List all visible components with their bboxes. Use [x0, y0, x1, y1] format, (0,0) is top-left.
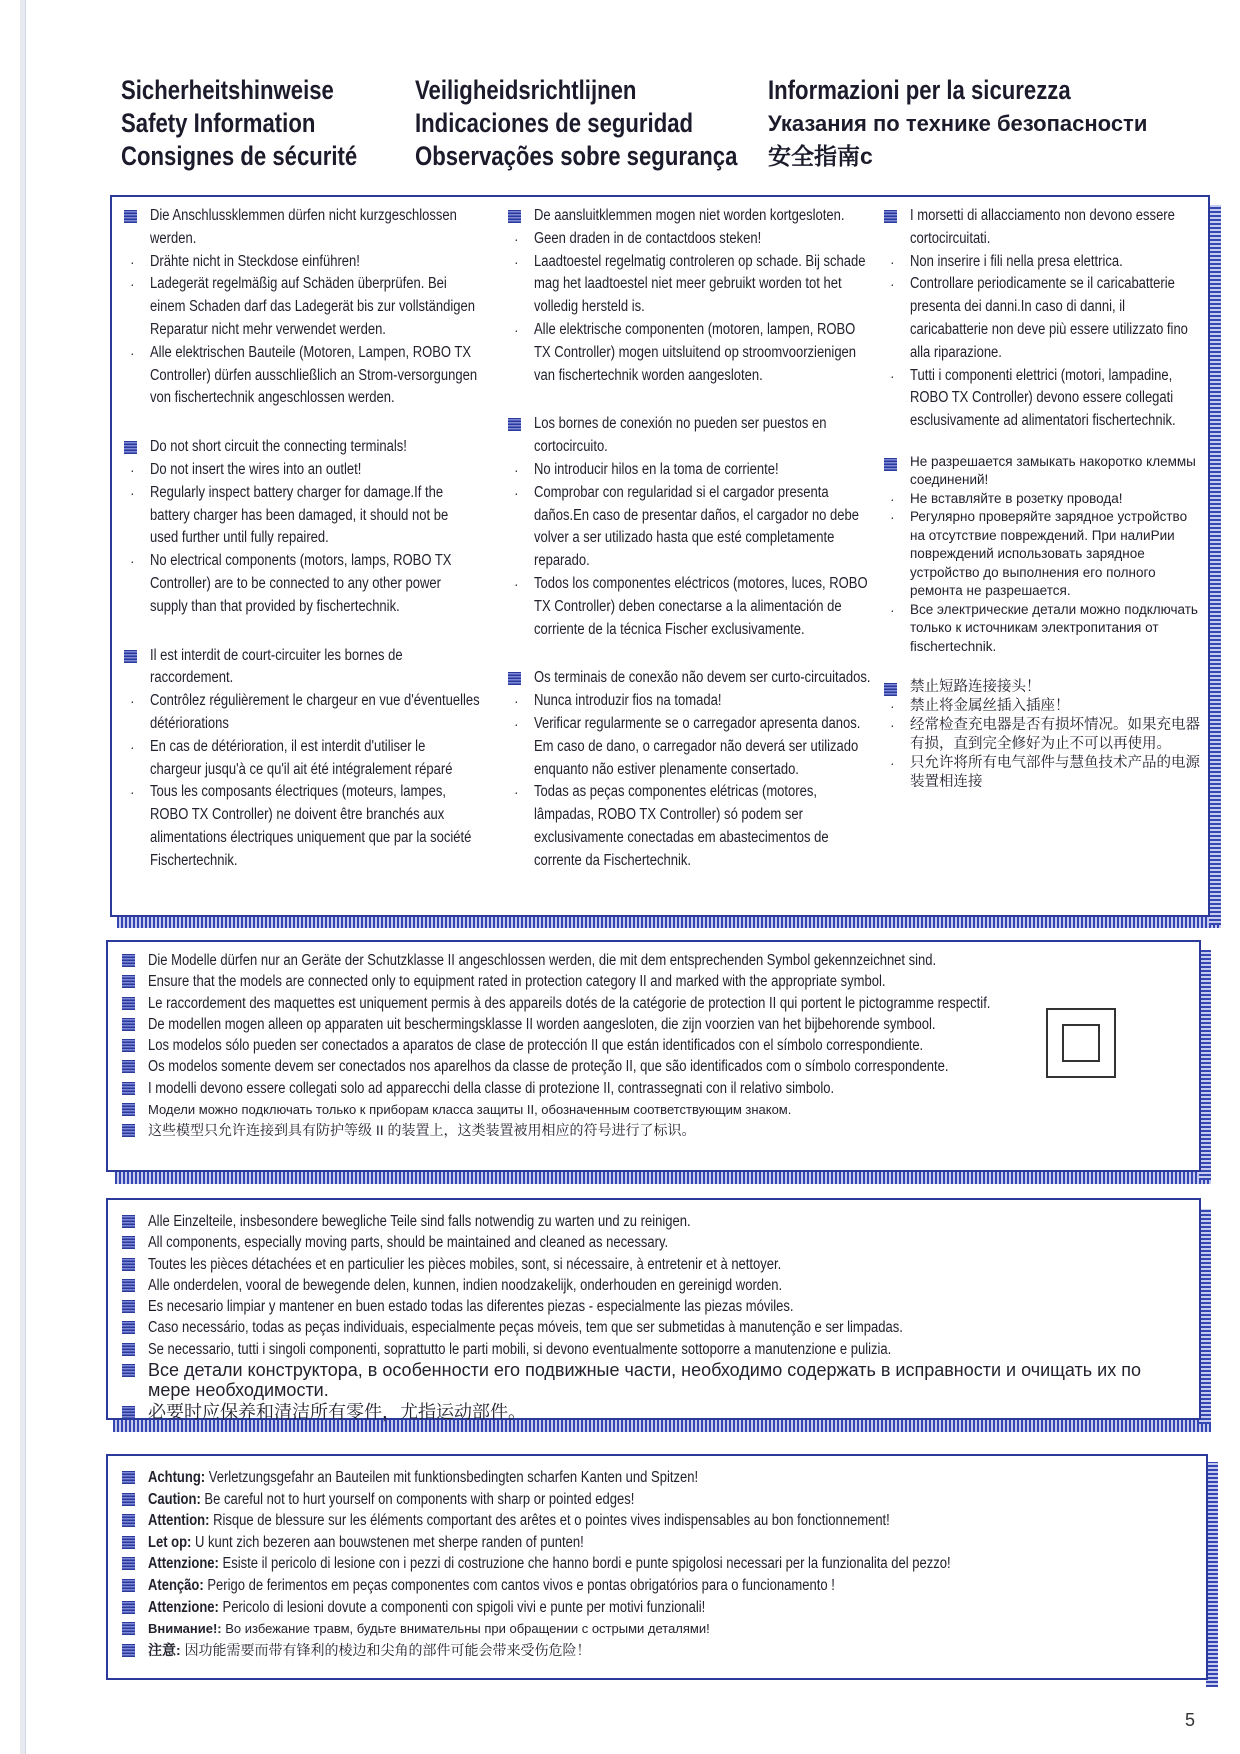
bullet-square-icon: [122, 997, 135, 1010]
bullet-square-icon: [122, 1060, 135, 1073]
bullet-dot-icon: ·: [890, 490, 895, 507]
bullet-square-icon: [122, 1493, 135, 1506]
maintenance-item: [108, 1296, 1188, 1317]
maintenance-text: Caso necessário, todas as peças individuais, especialmente peças móveis, tem que ser submetidas à manutenção e ser limpadas.: [148, 1319, 903, 1337]
protection-class-item: [108, 971, 1108, 992]
protection-class-text: Die Modelle dürfen nur an Geräte der Schutzklasse II angeschlossen werden, die mit dem entsprechenden Symbol gekennzeichnet sind.: [148, 952, 937, 969]
sharp-edges-item: [108, 1597, 1198, 1619]
safety-item-text: I morsetti di allacciamento non devono essere cortocircuitati.: [910, 207, 1175, 247]
bullet-dot-icon: ·: [890, 276, 895, 293]
bullet-square-icon: [508, 672, 521, 685]
safety-item: [120, 342, 480, 410]
safety-item-text: Все электрические детали можно подключать только к источникам электропитания от fischertechnik.: [910, 601, 1198, 654]
safety-item-text: 禁止将金属丝插入插座！: [910, 698, 1070, 715]
safety-section-col1-1: [120, 205, 480, 410]
safety-item: [880, 273, 1202, 364]
bullet-dot-icon: ·: [514, 693, 519, 710]
safety-box-electrical: [110, 195, 1210, 917]
safety-item: [504, 319, 874, 387]
protection-class-text: Ensure that the models are connected only to equipment rated in protection category II and marked with the appropriate symbol.: [148, 973, 886, 991]
sharp-edges-item: [108, 1553, 1198, 1575]
safety-item-text: Laadtoestel regelmatig controleren op schade. Bij schade mag het laadtoestel niet meer gebruikt worden tot het volledig hersteld is.: [534, 252, 866, 316]
bullet-square-icon: [122, 975, 135, 988]
bullet-dot-icon: ·: [514, 484, 519, 501]
safety-box-protection-class: [106, 940, 1201, 1172]
safety-section-col3-1: [880, 205, 1202, 433]
bullet-square-icon: [122, 1215, 135, 1228]
safety-item: [880, 678, 1202, 697]
bullet-square-icon: [122, 1300, 135, 1313]
safety-item: [120, 645, 480, 691]
warning-text: 因功能需要而带有锋利的棱边和尖角的部件可能会带来受伤危险！: [184, 1641, 591, 1658]
safety-item-text: Alle elektrischen Bauteile (Motoren, Lampen, ROBO TX Controller) dürfen ausschließlich an Strom-versorgungen von fischertechnik angeschlossen werden.: [150, 343, 478, 407]
bullet-square-icon: [122, 1321, 135, 1334]
bullet-square-icon: [122, 1279, 135, 1292]
bullet-square-icon: [122, 1124, 135, 1137]
safety-item-text: Contrôlez régulièrement le chargeur en vue d'éventuelles détériorations: [150, 692, 480, 732]
bullet-dot-icon: ·: [514, 253, 519, 270]
warning-label: Let op:: [148, 1533, 192, 1551]
safety-item-text: Geen draden in de contactdoos steken!: [534, 229, 762, 247]
maintenance-item: [108, 1254, 1188, 1275]
maintenance-item: [108, 1232, 1188, 1253]
warning-text: Во избежание травм, будьте внимательны при обращении с острыми деталями!: [225, 1621, 710, 1637]
maintenance-list: [108, 1211, 1188, 1422]
safety-item-text: Die Anschlussklemmen dürfen nicht kurzgeschlossen werden.: [150, 207, 457, 247]
bullet-square-icon: [884, 210, 897, 223]
protection-class-text: 这些模型只允许连接到具有防护等级 II 的装置上，这类装置被用相应的符号进行了标识。: [148, 1122, 696, 1139]
box-1-column-3: [880, 205, 1202, 792]
bullet-dot-icon: ·: [130, 693, 135, 710]
safety-item: [120, 690, 480, 736]
safety-item: [504, 251, 874, 319]
safety-item: [880, 697, 1202, 716]
protection-class-list: [108, 950, 1108, 1142]
safety-item: [120, 205, 480, 251]
safety-item-text: Nunca introduzir fios na tomada!: [534, 692, 722, 710]
protection-class-text: Os modelos somente devem ser conectados nos aparelhos da classe de proteção II, que são identificados com o símbolo correspondente.: [148, 1058, 949, 1076]
bullet-dot-icon: ·: [130, 738, 135, 755]
protection-class-text: Le raccordement des maquettes est uniquement permis à des appareils dotés de la catégorie de protection II qui portent le pictogramme respectif.: [148, 994, 991, 1012]
heading-fr: Consignes de sécurité: [121, 141, 358, 171]
safety-item: [880, 754, 1202, 792]
warning-label: Caution:: [148, 1490, 201, 1508]
heading-col-3: [768, 74, 1147, 173]
protection-class-text: Los modelos sólo pueden ser conectados a aparatos de clase de protección II que están identificados con el símbolo correspondiente.: [148, 1037, 924, 1055]
sharp-edges-line: [148, 1467, 698, 1489]
heading-en: Safety Information: [121, 108, 316, 138]
bullet-square-icon: [122, 1471, 135, 1484]
sharp-edges-line: [148, 1575, 835, 1597]
warning-label: Attenzione:: [148, 1555, 219, 1573]
safety-section-col1-2: [120, 436, 480, 618]
warning-text: U kunt zich bezeren aan bouwstenen met sherpe randen of punten!: [195, 1533, 584, 1551]
warning-label: Achtung:: [148, 1469, 206, 1486]
heading-zh: 安全指南c: [768, 143, 873, 169]
heading-pt: Observações sobre segurança: [415, 141, 738, 171]
safety-item: [504, 667, 874, 690]
bullet-dot-icon: ·: [130, 344, 135, 361]
bullet-square-icon: [122, 1236, 135, 1249]
maintenance-text: Alle onderdelen, vooral de bewegende delen, kunnen, indien noodzakelijk, onderhouden en gereinigd worden.: [148, 1276, 783, 1294]
bullet-dot-icon: ·: [890, 367, 895, 384]
safety-item: [504, 781, 874, 872]
bullet-square-icon: [122, 1536, 135, 1549]
protection-class-ii-inner-square: [1062, 1024, 1100, 1062]
safety-item-text: Не разрешается замыкать накоротко клеммы соединений!: [910, 453, 1196, 488]
safety-item-text: Drähte nicht in Steckdose einführen!: [150, 252, 360, 270]
protection-class-item: [108, 993, 1108, 1014]
bullet-dot-icon: ·: [890, 509, 895, 526]
safety-item: [504, 205, 874, 228]
bullet-square-icon: [122, 1082, 135, 1095]
sharp-edges-line: [148, 1532, 584, 1554]
maintenance-text: Alle Einzelteile, insbesondere bewegliche Teile sind falls notwendig zu warten und zu reinigen.: [148, 1213, 691, 1230]
bullet-square-icon: [122, 1579, 135, 1592]
safety-item-text: Todas as peças componentes elétricas (motores, lâmpadas, ROBO TX Controller) só podem ser exclusivamente conectadas em abastecimentos de corrente da Fischertechnik.: [534, 783, 829, 869]
safety-item: [880, 205, 1202, 251]
safety-item-text: 只允许将所有电气部件与慧鱼技术产品的电源装置相连接: [910, 755, 1200, 791]
bullet-dot-icon: ·: [130, 553, 135, 570]
safety-item-text: Ladegerät regelmäßig auf Schäden überprüfen. Bei einem Schaden darf das Ladegerät bis zur vollständigen Reparatur nicht mehr verwendet werden.: [150, 275, 475, 338]
safety-section-col2-2: [504, 413, 874, 641]
maintenance-item: [108, 1211, 1188, 1232]
bullet-dot-icon: ·: [130, 253, 135, 270]
box-2-shadow: [115, 1170, 1211, 1184]
warning-text: Perigo de ferimentos em peças componentes com cantos vivos e pontas obrigatórios para o funcionamento !: [207, 1576, 835, 1594]
bullet-dot-icon: ·: [890, 253, 895, 270]
heading-ru: Указания по технике безопасности: [768, 111, 1148, 136]
safety-item-text: Alle elektrische componenten (motoren, lampen, ROBO TX Controller) mogen uitsluitend op stroomvoorzienigen van fischertechnik worden aangesloten.: [534, 320, 857, 384]
safety-item: [504, 713, 874, 781]
sharp-edges-line: [148, 1642, 591, 1658]
safety-item-text: Tous les composants électriques (moteurs, lampes, ROBO TX Controller) ne doivent être branchés aux alimentations électriques uniquement que par la société Fischertechnik.: [150, 783, 472, 869]
safety-item: [120, 459, 480, 482]
bullet-dot-icon: ·: [130, 276, 135, 293]
heading-es: Indicaciones de seguridad: [415, 108, 694, 138]
bullet-dot-icon: ·: [130, 784, 135, 801]
bullet-square-icon: [122, 1364, 135, 1377]
safety-item: [880, 601, 1202, 657]
safety-item: [880, 365, 1202, 433]
sharp-edges-line: [148, 1553, 951, 1575]
safety-item-text: Tutti i componenti elettrici (motori, lampadine, ROBO TX Controller) devono essere collegati esclusivamente ad alimentatori fischertechnik.: [910, 366, 1176, 430]
safety-item-text: Регулярно проверяйте зарядное устройство на отсутствие повреждений. При налиРии повреждений использовать зарядное устройство до выполнения его полного ремонта не разрешается.: [910, 509, 1188, 599]
safety-item: [880, 251, 1202, 274]
maintenance-text: All components, especially moving parts, should be maintained and cleaned as necessary.: [148, 1234, 669, 1252]
safety-item: [504, 573, 874, 641]
safety-item: [504, 228, 874, 251]
warning-text: Pericolo di lesioni dovute a componenti con spigoli vivi e punte per motivi funzionali!: [222, 1598, 706, 1616]
safety-box-sharp-edges: [106, 1454, 1208, 1680]
safety-item-text: Todos los componentes eléctricos (motores, luces, ROBO TX Controller) deben conectarse a la alimentación de corriente de la técnica Fischer exclusivamente.: [534, 574, 868, 638]
safety-item-text: Controllare periodicamente se il caricabatterie presenta dei danni.In caso di danni, il caricabatterie non deve più essere utilizzato fino alla riparazione.: [910, 275, 1188, 361]
sharp-edges-item: [108, 1575, 1198, 1597]
sharp-edges-item: [108, 1532, 1198, 1554]
maintenance-text: Se necessario, tutti i singoli componenti, soprattutto le parti mobili, si devono eventualmente sottoporre a manutenzione e pulizia.: [148, 1340, 892, 1358]
safety-item: [880, 453, 1202, 490]
safety-item: [120, 482, 480, 550]
heading-de: Sicherheitshinweise: [121, 75, 334, 105]
bullet-dot-icon: ·: [514, 321, 519, 338]
safety-item: [880, 508, 1202, 601]
safety-item-text: Non inserire i fili nella presa elettrica.: [910, 252, 1123, 270]
warning-text: Risque de blessure sur les éléments comportant des arêtes et o pointes vives indispensables au bon fonctionnement!: [213, 1512, 890, 1530]
maintenance-text: Es necesario limpiar y mantener en buen estado todas las diferentes piezas - especialmente las piezas móviles.: [148, 1298, 794, 1316]
heading-col-1: [121, 74, 409, 173]
bullet-dot-icon: ·: [514, 575, 519, 592]
sharp-edges-list: [108, 1467, 1198, 1661]
warning-label: Attention:: [148, 1512, 210, 1530]
safety-item: [120, 550, 480, 618]
bullet-square-icon: [122, 1644, 135, 1657]
bullet-square-icon: [122, 1601, 135, 1614]
warning-label: Attenzione:: [148, 1598, 219, 1616]
safety-item: [504, 413, 874, 459]
protection-class-text: Модели можно подключать только к приборам класса защиты II, обозначенным соответствующим знаком.: [148, 1102, 792, 1118]
maintenance-text: Toutes les pièces détachées et en particulier les pièces mobiles, sont, si nécessaire, à entretenir et à nettoyer.: [148, 1255, 782, 1273]
bullet-square-icon: [508, 210, 521, 223]
bullet-square-icon: [122, 1103, 135, 1116]
bullet-square-icon: [884, 458, 897, 471]
bullet-dot-icon: ·: [514, 230, 519, 247]
bullet-square-icon: [124, 650, 137, 663]
safety-section-col3-3: [880, 678, 1202, 792]
bullet-square-icon: [122, 1039, 135, 1052]
safety-item-text: Los bornes de conexión no pueden ser puestos en cortocircuito.: [534, 415, 827, 456]
safety-item-text: Не вставляйте в розетку провода!: [910, 490, 1123, 506]
safety-item-text: Do not short circuit the connecting terminals!: [150, 438, 407, 456]
safety-item-text: Os terminais de conexão não devem ser curto-circuitados.: [534, 669, 871, 687]
bullet-square-icon: [122, 1258, 135, 1271]
safety-item-text: 经常检查充电器是否有损坏情况。如果充电器有损，直到完全修好为止不可以再使用。: [910, 717, 1200, 753]
bullet-dot-icon: ·: [514, 784, 519, 801]
warning-label: Atenção:: [148, 1576, 204, 1594]
box-1-column-1: [120, 205, 480, 873]
safety-item: [880, 490, 1202, 509]
bullet-square-icon: [124, 210, 137, 223]
protection-class-item: [108, 1078, 1108, 1099]
warning-text: Verletzungsgefahr an Bauteilen mit funktionsbedingten scharfen Kanten und Spitzen!: [208, 1469, 699, 1486]
sharp-edges-item: [108, 1510, 1198, 1532]
warning-label: 注意:: [148, 1641, 181, 1658]
safety-item-text: No introducir hilos en la toma de corriente!: [534, 460, 779, 478]
safety-item: [504, 482, 874, 573]
safety-section-col2-3: [504, 667, 874, 872]
safety-item: [120, 436, 480, 459]
safety-item: [504, 459, 874, 482]
heading-nl: Veiligheidsrichtlijnen: [415, 75, 637, 105]
protection-class-item: [108, 950, 1108, 971]
safety-item-text: En cas de détérioration, il est interdit d'utiliser le chargeur jusqu'à ce qu'il ait été intégralement réparé: [150, 737, 453, 778]
safety-item-text: Comprobar con regularidad si el cargador presenta daños.En caso de presentar daños, el cargador no debe volver a ser utilizado hasta que esté completamente reparado.: [534, 483, 860, 570]
safety-item: [120, 273, 480, 341]
protection-class-item: [108, 1014, 1108, 1035]
maintenance-text: 必要时应保养和清洁所有零件，尤指运动部件。: [148, 1402, 526, 1423]
protection-class-text: De modellen mogen alleen op apparaten uit beschermingsklasse II worden aangesloten, die zijn voorzien van het bijbehorende symbool.: [148, 1015, 936, 1033]
heading-col-2: [415, 74, 808, 173]
sharp-edges-line: [148, 1597, 705, 1619]
safety-item-text: Do not insert the wires into an outlet!: [150, 460, 362, 478]
safety-item-text: No electrical components (motors, lamps, ROBO TX Controller) are to be connected to any other power supply than that provided by fischertechnik.: [150, 552, 452, 615]
safety-item: [120, 736, 480, 782]
sharp-edges-line: [148, 1510, 890, 1532]
bullet-square-icon: [122, 1343, 135, 1356]
protection-class-item: [108, 1035, 1108, 1056]
bullet-square-icon: [508, 418, 521, 431]
warning-text: Be careful not to hurt yourself on components with sharp or pointed edges!: [204, 1490, 635, 1508]
bullet-dot-icon: ·: [890, 601, 895, 618]
bullet-square-icon: [122, 1557, 135, 1570]
sharp-edges-line: [148, 1489, 634, 1511]
bullet-square-icon: [122, 1018, 135, 1031]
sharp-edges-item: [108, 1618, 1198, 1640]
bullet-square-icon: [124, 441, 137, 454]
protection-class-ii-icon: [1046, 1008, 1116, 1078]
box-1-column-2: [504, 205, 874, 873]
safety-item: [880, 716, 1202, 754]
safety-item-text: Verificar regularmente se o carregador apresenta danos. Em caso de dano, o carregador não deverá ser utilizado enquanto não estiver plenamente consertado.: [534, 714, 861, 778]
bullet-square-icon: [122, 954, 135, 967]
warning-text: Esiste il pericolo di lesione con i pezzi di costruzione che hanno bordi e punte spigolosi necessari per la funzionalita del pezzo!: [222, 1555, 951, 1573]
protection-class-item: [108, 1099, 1108, 1120]
safety-item-text: De aansluitklemmen mogen niet worden kortgesloten.: [534, 207, 845, 224]
safety-box-maintenance: [106, 1198, 1201, 1423]
maintenance-item: [108, 1339, 1188, 1360]
heading-it: Informazioni per la sicurezza: [768, 75, 1071, 105]
sharp-edges-item: [108, 1640, 1198, 1662]
maintenance-item: [108, 1275, 1188, 1296]
protection-class-item: [108, 1120, 1108, 1141]
bullet-dot-icon: ·: [130, 484, 135, 501]
sharp-edges-item: [108, 1467, 1198, 1489]
bullet-dot-icon: ·: [890, 717, 895, 734]
maintenance-item: [108, 1317, 1188, 1338]
page-headings: [0, 74, 1240, 184]
warning-label: Внимание!:: [148, 1621, 222, 1637]
bullet-dot-icon: ·: [130, 461, 135, 478]
safety-item-text: 禁止短路连接接头！: [910, 679, 1041, 696]
maintenance-item: [108, 1402, 1188, 1422]
safety-item-text: Il est interdit de court-circuiter les bornes de raccordement.: [150, 646, 403, 687]
safety-section-col1-3: [120, 645, 480, 873]
safety-section-col3-2: [880, 453, 1202, 657]
sharp-edges-item: [108, 1489, 1198, 1511]
bullet-square-icon: [884, 683, 897, 696]
sharp-edges-line: [148, 1621, 710, 1636]
bullet-dot-icon: ·: [890, 698, 895, 715]
bullet-square-icon: [122, 1622, 135, 1635]
safety-item: [120, 781, 480, 872]
protection-class-item: [108, 1056, 1108, 1077]
safety-section-col2-1: [504, 205, 874, 387]
bullet-dot-icon: ·: [514, 715, 519, 732]
bullet-square-icon: [122, 1406, 135, 1419]
binder-edge: [20, 0, 26, 1754]
safety-item: [504, 690, 874, 713]
bullet-dot-icon: ·: [890, 755, 895, 772]
page-number: 5: [1184, 1710, 1195, 1730]
bullet-dot-icon: ·: [514, 461, 519, 478]
bullet-square-icon: [122, 1514, 135, 1527]
safety-item-text: Regularly inspect battery charger for damage.If the battery charger has been damaged, it should not be used further until fully repaired.: [150, 483, 449, 547]
safety-item: [120, 251, 480, 274]
maintenance-item: [108, 1360, 1188, 1400]
protection-class-text: I modelli devono essere collegati solo ad apparecchi della classe di protezione II, contrassegnati con il relativo simbolo.: [148, 1079, 835, 1097]
maintenance-text: Все детали конструктора, в особенности его подвижные части, необходимо содержать в исправности и очищать их по мере необходимости.: [148, 1360, 1141, 1401]
